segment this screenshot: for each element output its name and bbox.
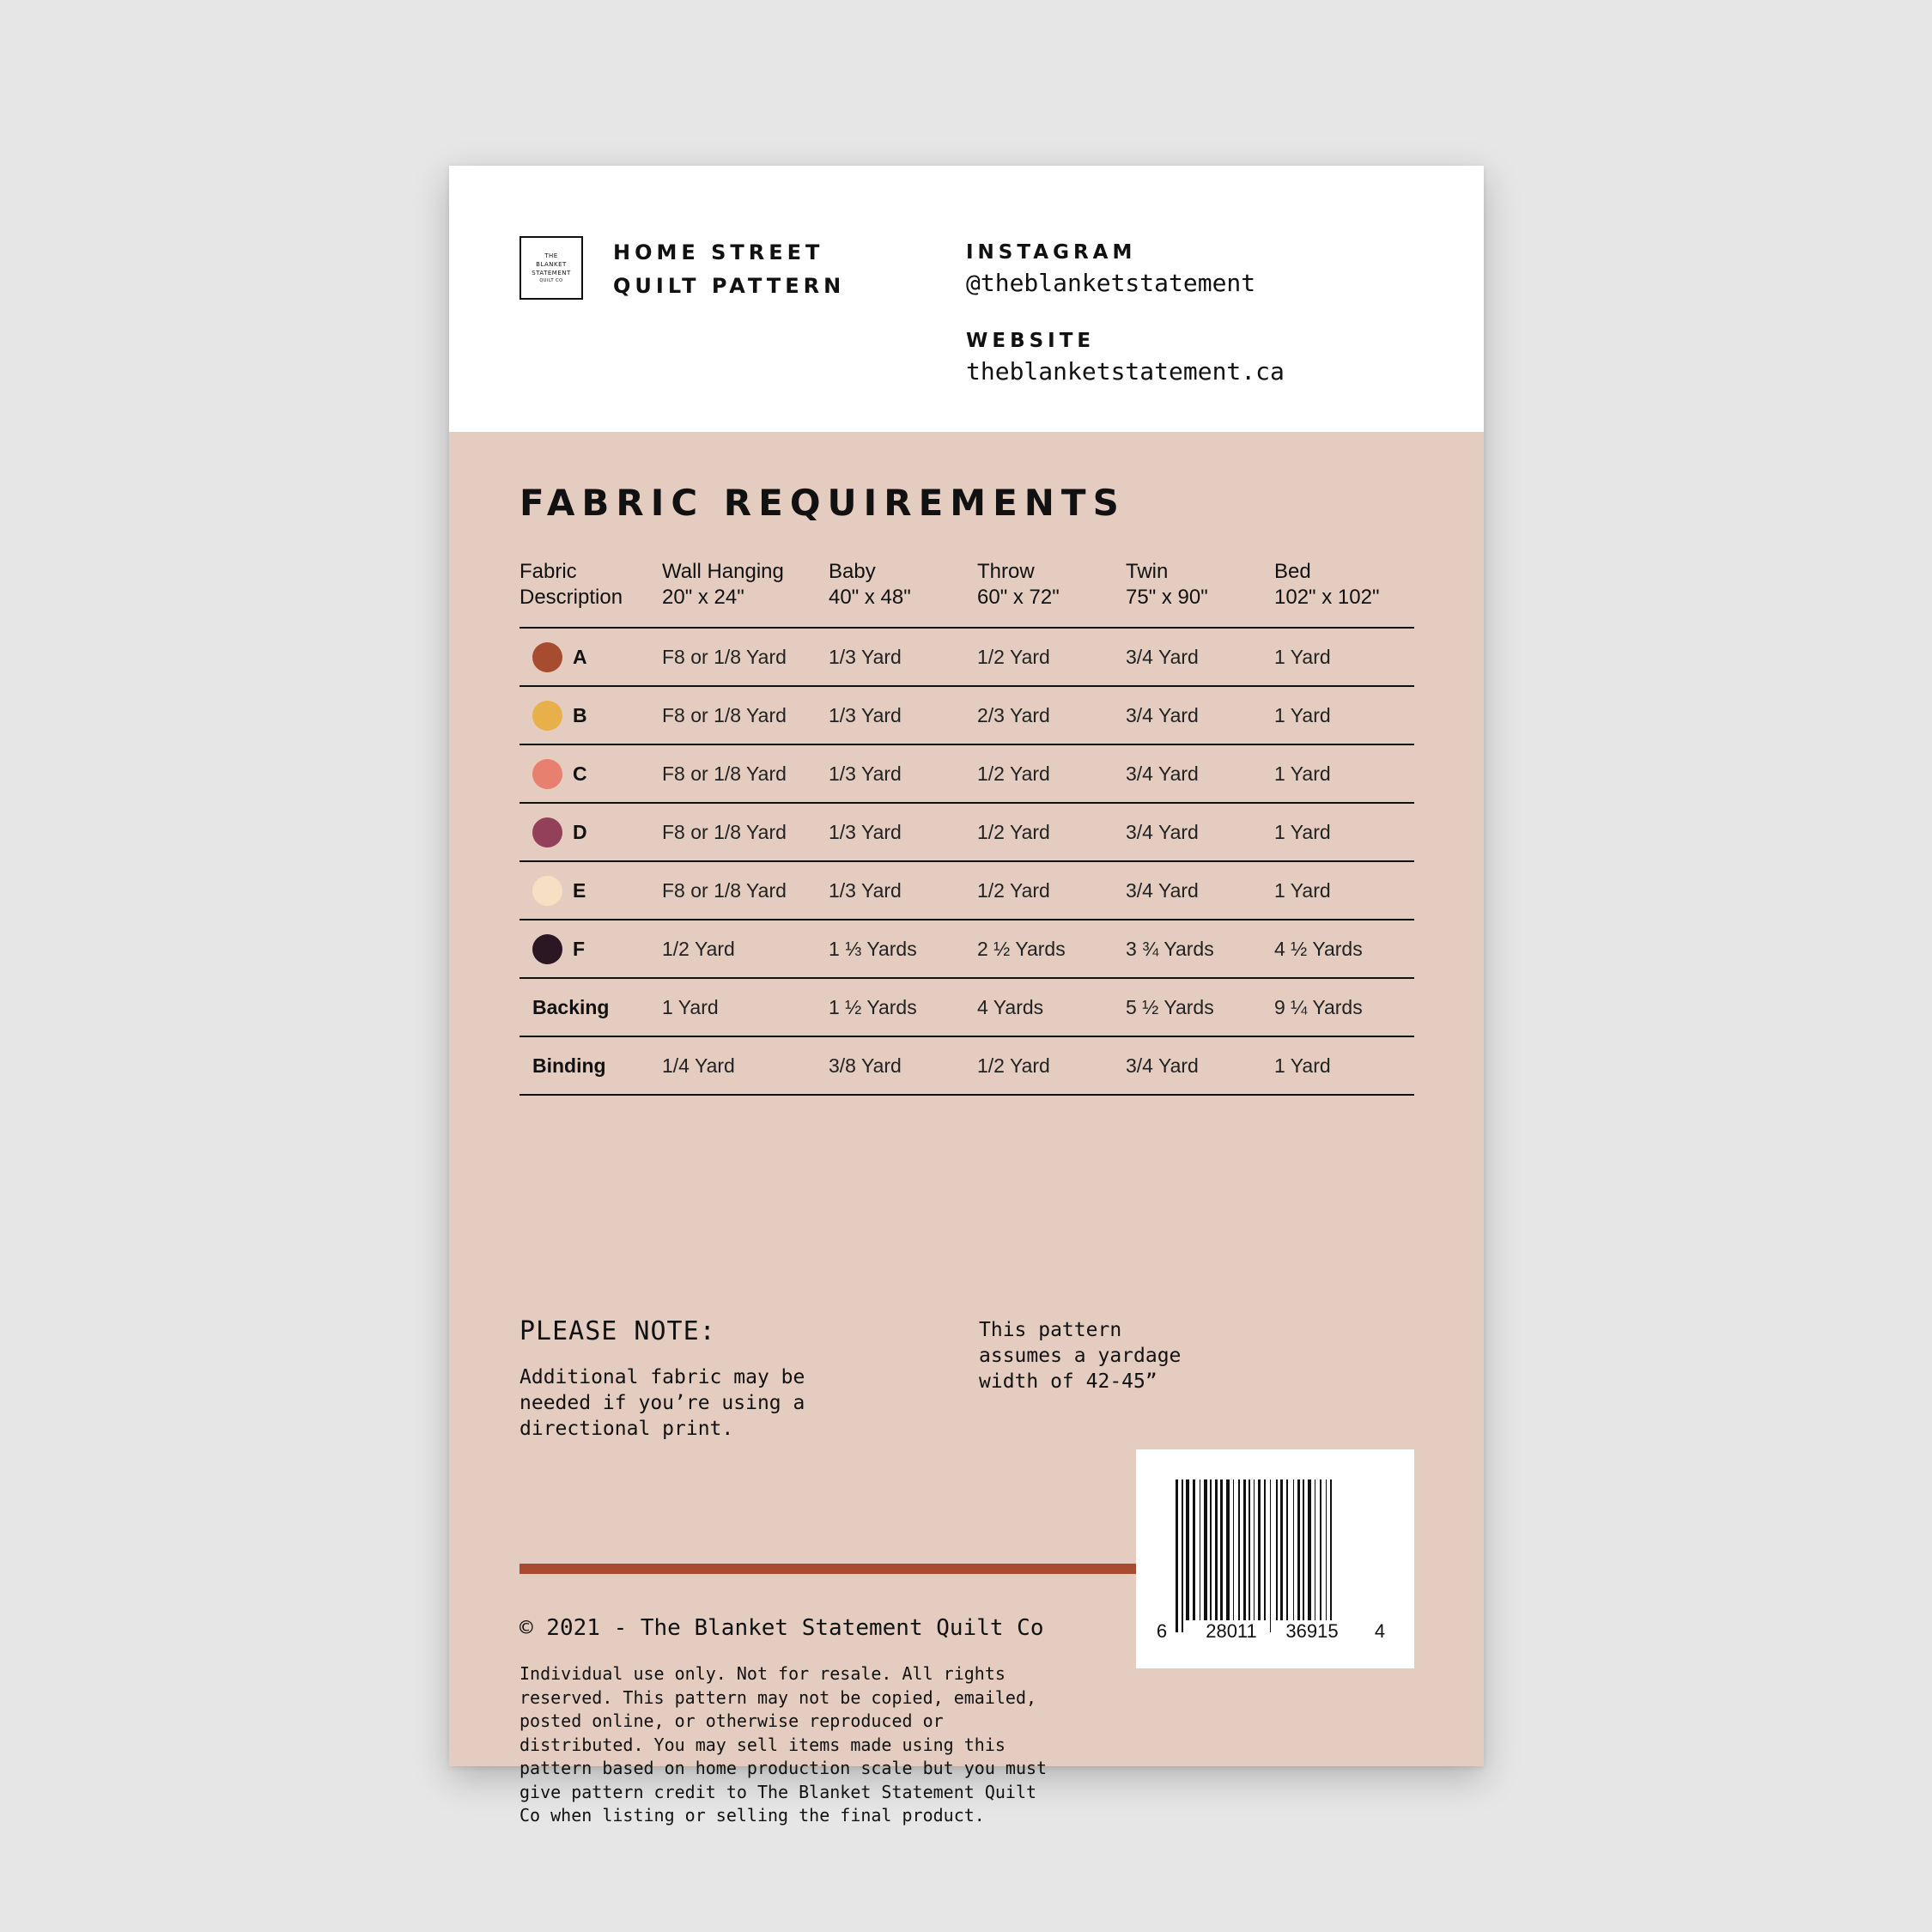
yardage-cell: 3/4 Yard	[1126, 686, 1274, 744]
barcode-bar	[1254, 1479, 1255, 1620]
yardage-cell: 1/3 Yard	[829, 744, 977, 803]
barcode-bar	[1320, 1479, 1321, 1620]
fabric-label-cell	[519, 628, 662, 686]
yardage-cell: 1/2 Yard	[977, 861, 1126, 920]
fabric-label-text: Binding	[532, 1054, 606, 1077]
instagram-label: INSTAGRAM	[966, 241, 1137, 264]
barcode	[1136, 1449, 1414, 1668]
legal-notice: Individual use only. Not for resale. All rights reserved. This pattern may not be copied, emailed, posted online, or otherwise reproduced or distributed. You may sell items made using this pattern based on home production scale but you must give pattern credit to The Blanket Statement Quilt Co when listing or selling the final product.	[519, 1663, 1048, 1826]
barcode-bar	[1270, 1479, 1271, 1632]
yardage-cell: F8 or 1/8 Yard	[662, 686, 829, 744]
fabric-label-cell	[519, 1036, 662, 1095]
pattern-title-line-1: HOME STREET	[613, 240, 824, 264]
barcode-bar	[1264, 1479, 1266, 1620]
copyright-line: © 2021 - The Blanket Statement Quilt Co	[519, 1615, 1044, 1641]
yardage-cell: 1 Yard	[1274, 861, 1414, 920]
yardage-cell: 1/2 Yard	[977, 1036, 1126, 1095]
yardage-cell: 2 ½ Yards	[977, 920, 1126, 978]
yardage-cell: 3/4 Yard	[1126, 744, 1274, 803]
column-size: 40" x 48"	[829, 586, 911, 609]
column-header	[1274, 559, 1379, 611]
table-row	[519, 861, 1414, 920]
fabric-color-swatch	[532, 876, 562, 906]
fabric-label	[532, 1054, 662, 1078]
barcode-bar	[1330, 1479, 1332, 1620]
table-row	[519, 628, 1414, 686]
barcode-bar	[1243, 1479, 1246, 1620]
fabric-color-swatch	[532, 701, 562, 731]
fabric-label	[532, 701, 662, 731]
table-row	[519, 978, 1414, 1036]
yardage-cell: 1/4 Yard	[662, 1036, 829, 1095]
barcode-digits-right: 36915	[1285, 1620, 1339, 1642]
yardage-cell: 1 ⅓ Yards	[829, 920, 977, 978]
fabric-label	[532, 876, 662, 906]
header-panel	[449, 166, 1484, 432]
barcode-bar	[1182, 1479, 1183, 1632]
yardage-cell: 1 Yard	[662, 978, 829, 1036]
fabric-label-cell	[519, 978, 662, 1036]
barcode-digit-last: 4	[1374, 1620, 1386, 1642]
fabric-label-cell	[519, 803, 662, 861]
barcode-bar	[1233, 1479, 1234, 1620]
barcode-bars	[1176, 1479, 1332, 1632]
logo-line-3: STATEMENT	[532, 270, 571, 276]
column-name: Wall Hanging	[662, 560, 784, 583]
barcode-bar	[1193, 1479, 1195, 1620]
fabric-label	[532, 759, 662, 789]
table-row	[519, 1036, 1414, 1095]
column-size: 75" x 90"	[1126, 586, 1208, 609]
brand-logo	[519, 236, 583, 300]
column-name: Twin	[1126, 560, 1169, 583]
yardage-cell: 1/3 Yard	[829, 686, 977, 744]
barcode-bar	[1186, 1479, 1189, 1620]
table-row	[519, 920, 1414, 978]
pattern-title	[613, 236, 845, 303]
column-name: Throw	[977, 560, 1035, 583]
yardage-cell: 1/2 Yard	[662, 920, 829, 978]
column-size: 20" x 24"	[662, 586, 744, 609]
fabric-label-text: E	[573, 878, 586, 902]
fabric-requirements-table	[519, 627, 1414, 1096]
yardage-cell: 3/4 Yard	[1126, 861, 1274, 920]
barcode-bar	[1293, 1479, 1294, 1620]
column-size: Description	[519, 586, 623, 609]
pattern-back-cover	[449, 166, 1484, 1826]
column-header	[519, 559, 623, 611]
barcode-bar	[1220, 1479, 1223, 1620]
yardage-cell: F8 or 1/8 Yard	[662, 803, 829, 861]
barcode-digit-first: 6	[1156, 1620, 1168, 1642]
barcode-bar	[1286, 1479, 1288, 1620]
barcode-bar	[1276, 1479, 1278, 1620]
barcode-bar	[1297, 1479, 1300, 1620]
fabric-label-text: A	[573, 645, 587, 668]
fabric-label-text: D	[573, 820, 587, 843]
barcode-bar	[1215, 1479, 1218, 1620]
note-title: PLEASE NOTE:	[519, 1316, 716, 1346]
table-row	[519, 744, 1414, 803]
fabric-label-text: F	[573, 937, 586, 960]
barcode-bar	[1238, 1479, 1240, 1620]
yardage-cell: 4 Yards	[977, 978, 1126, 1036]
yardage-cell: 1/2 Yard	[977, 803, 1126, 861]
note-yardage-width: This pattern assumes a yardage width of 42-45”	[979, 1319, 1182, 1393]
yardage-cell: F8 or 1/8 Yard	[662, 861, 829, 920]
yardage-cell: 5 ½ Yards	[1126, 978, 1274, 1036]
table-row	[519, 803, 1414, 861]
table-body	[519, 628, 1414, 1095]
yardage-cell: 1 Yard	[1274, 628, 1414, 686]
logo-line-4: QUILT CO	[539, 278, 563, 283]
fabric-label	[532, 642, 662, 672]
instagram-contact	[966, 241, 1255, 297]
barcode-bar	[1249, 1479, 1250, 1620]
fabric-label-text: Backing	[532, 995, 610, 1018]
fabric-label-cell	[519, 686, 662, 744]
fabric-label	[532, 934, 662, 964]
fabric-color-swatch	[532, 934, 562, 964]
table-row	[519, 686, 1414, 744]
barcode-bar	[1210, 1479, 1212, 1620]
barcode-bar	[1326, 1479, 1327, 1620]
barcode-graphic	[1136, 1449, 1414, 1668]
logo-line-2: BLANKET	[536, 261, 567, 268]
column-size: 102" x 102"	[1274, 586, 1380, 609]
fabric-label-cell	[519, 920, 662, 978]
yardage-cell: 1 Yard	[1274, 686, 1414, 744]
website-link[interactable]: theblanketstatement.ca	[966, 357, 1285, 386]
yardage-cell: 1 Yard	[1274, 744, 1414, 803]
yardage-cell: 1/2 Yard	[977, 744, 1126, 803]
yardage-cell: 1 ½ Yards	[829, 978, 977, 1036]
fabric-color-swatch	[532, 642, 562, 672]
fabric-color-swatch	[532, 759, 562, 789]
yardage-cell: 1/3 Yard	[829, 628, 977, 686]
yardage-cell: 1/2 Yard	[977, 628, 1126, 686]
yardage-cell: 3/8 Yard	[829, 1036, 977, 1095]
column-size: 60" x 72"	[977, 586, 1060, 609]
pattern-title-line-2: QUILT PATTERN	[613, 274, 846, 298]
fabric-label	[532, 996, 662, 1019]
fabric-label	[532, 817, 662, 848]
fabric-color-swatch	[532, 817, 562, 848]
logo-line-1: THE	[544, 252, 558, 259]
barcode-bar	[1308, 1479, 1311, 1620]
yardage-cell: 3 ¾ Yards	[1126, 920, 1274, 978]
barcode-bar	[1204, 1479, 1207, 1620]
yardage-cell: F8 or 1/8 Yard	[662, 744, 829, 803]
fabric-label-text: B	[573, 703, 587, 726]
fabric-label-cell	[519, 744, 662, 803]
fabric-label-cell	[519, 861, 662, 920]
instagram-handle[interactable]: @theblanketstatement	[966, 269, 1256, 297]
website-contact	[966, 330, 1285, 386]
barcode-bar	[1258, 1479, 1261, 1620]
yardage-cell: 1/3 Yard	[829, 861, 977, 920]
note-directional-print: Additional fabric may be needed if you’re using a directional print.	[519, 1366, 805, 1440]
table-header	[519, 559, 1414, 619]
column-header	[1126, 559, 1208, 611]
yardage-cell: F8 or 1/8 Yard	[662, 628, 829, 686]
barcode-bar	[1280, 1479, 1283, 1620]
column-header	[662, 559, 784, 611]
website-label: WEBSITE	[966, 330, 1096, 352]
section-heading: FABRIC REQUIREMENTS	[519, 482, 1126, 524]
yardage-cell: 3/4 Yard	[1126, 1036, 1274, 1095]
yardage-cell: 9 ¼ Yards	[1274, 978, 1414, 1036]
fabric-label-text: C	[573, 762, 587, 785]
barcode-bar	[1303, 1479, 1304, 1620]
column-name: Bed	[1274, 560, 1311, 583]
barcode-digits-left: 28011	[1206, 1620, 1257, 1642]
barcode-bar	[1226, 1479, 1230, 1620]
yardage-cell: 3/4 Yard	[1126, 803, 1274, 861]
column-header	[977, 559, 1060, 611]
column-header	[829, 559, 911, 611]
yardage-cell: 2/3 Yard	[977, 686, 1126, 744]
yardage-cell: 3/4 Yard	[1126, 628, 1274, 686]
yardage-cell: 1 Yard	[1274, 1036, 1414, 1095]
column-name: Fabric	[519, 560, 577, 583]
column-name: Baby	[829, 560, 876, 583]
yardage-cell: 1 Yard	[1274, 803, 1414, 861]
yardage-cell: 1/3 Yard	[829, 803, 977, 861]
barcode-bar	[1176, 1479, 1178, 1632]
yardage-cell: 4 ½ Yards	[1274, 920, 1414, 978]
